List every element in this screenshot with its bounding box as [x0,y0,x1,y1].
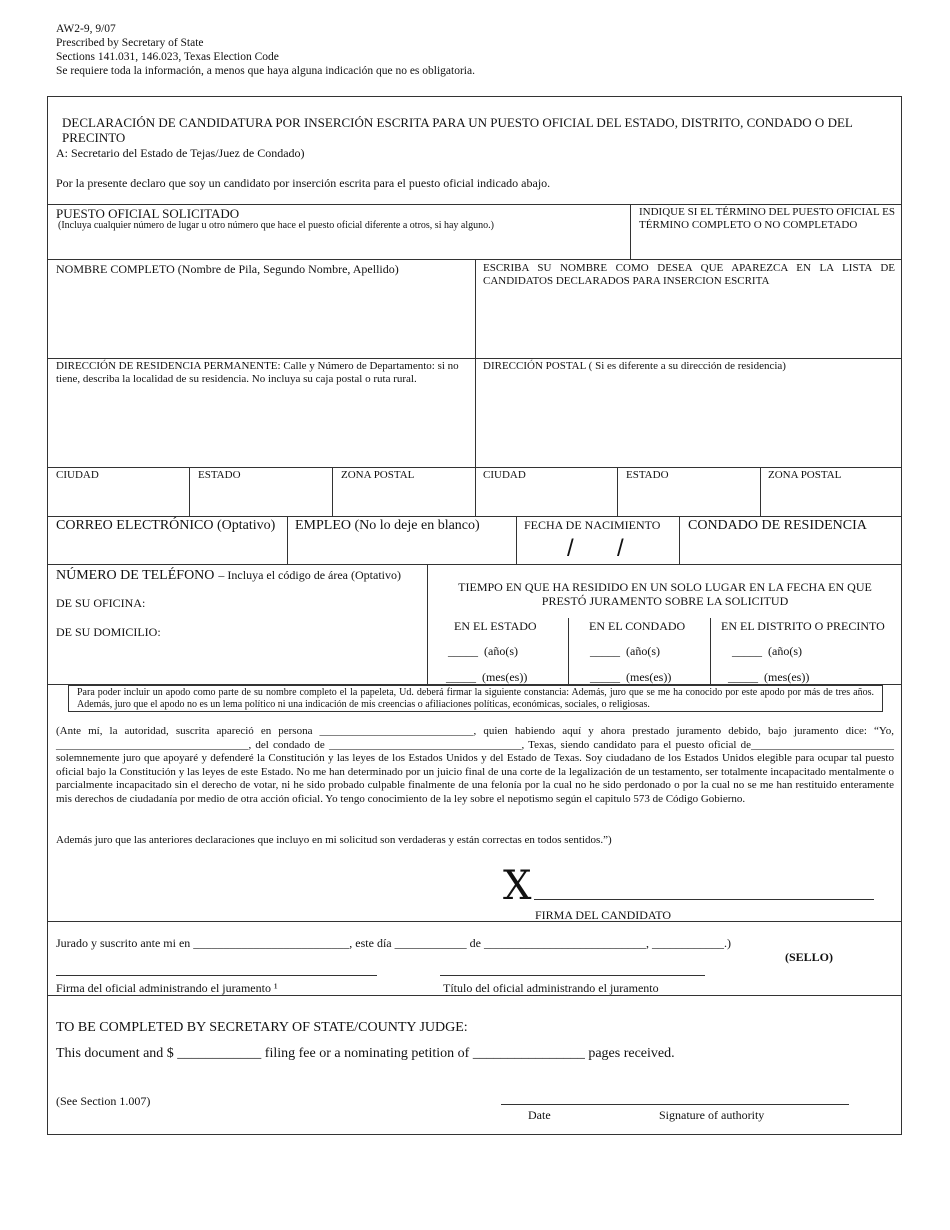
county-months-row[interactable] [590,670,671,684]
full-name-label: NOMBRE COMPLETO (Nombre de Pila, Segundo Nombre, Apellido) [56,262,399,276]
in-state-label: EN EL ESTADO [454,619,537,633]
phone-heading [56,566,401,584]
office-requested-note: (Incluya cualquier número de lugar u otro número que hace el puesto oficial diferente a otros, si hay alguno.) [58,220,494,231]
officer-title-line[interactable] [440,975,705,976]
residence-city-label: CIUDAD [56,469,99,481]
residence-state-field[interactable] [191,484,331,514]
county-years-blank[interactable]: _____ [590,644,620,658]
district-years-blank[interactable]: _____ [732,644,762,658]
officer-signature-line[interactable] [56,975,377,976]
state-months-label: (mes(es)) [482,670,528,684]
residence-zip-field[interactable] [334,484,474,514]
mailing-zip-field[interactable] [762,484,900,514]
mailing-state-label: ESTADO [626,469,669,481]
home-phone-label: DE SU DOMICILIO: [56,625,161,639]
residence-address-label: DIRECCIÓN DE RESIDENCIA PERMANENTE: Calle y Número de Departamento: si no tiene, describa la localidad de su residencia. No incluya su caja postal o ruta rural. [56,360,459,385]
oath-text-closing: Además juro que las anteriores declaraciones que incluyo en mi solicitud son verdaderas y están correctas en todos sentidos.”) [56,834,612,846]
authority-signature-label: Signature of authority [659,1108,765,1122]
county-months-blank[interactable]: _____ [590,670,620,684]
state-months-row[interactable] [446,670,527,684]
term-type-label: INDIQUE SI EL TÉRMINO DEL PUESTO OFICIAL ES TÉRMINO COMPLETO O NO COMPLETADO [639,206,895,231]
election-code-sections: Sections 141.031, 146.023, Texas Election Code [56,51,279,63]
birth-date-label: FECHA DE NACIMIENTO [524,518,661,532]
office-phone-field[interactable] [160,592,420,612]
form-header [56,22,475,78]
district-months-blank[interactable]: _____ [728,670,758,684]
email-field[interactable] [48,536,286,562]
office-use-title: TO BE COMPLETED BY SECRETARY OF STATE/COUNTY JUDGE: [56,1020,468,1035]
in-county-label: EN EL CONDADO [589,619,686,633]
mailing-city-label: CIUDAD [483,469,526,481]
office-phone-label: DE SU OFICINA: [56,596,146,610]
form-id: AW2-9, 9/07 [56,23,116,35]
occupation-field[interactable] [289,536,515,562]
seal-label: (SELLO) [785,950,834,964]
officer-title-label: Título del oficial administrando el juramento [443,981,659,995]
nickname-statement: Para poder incluir un apodo como parte de su nombre completo el la papeleta, Ud. deberá firmar la siguiente constancia: Además, juro que se me ha conocido por este apodo por más de tres años. Además, juro que el apodo no es un lema político ni una indicación de mis creencias o afiliaciones políticas, económicas, sociales, o religiosas. [68,685,883,712]
district-years-row[interactable] [732,644,802,658]
phone-note: – Incluya el código de área (Optativo) [218,568,401,582]
candidate-signature-label: FIRMA DEL CANDIDATO [535,908,672,922]
residence-address-field[interactable] [48,388,473,465]
ballot-name-label: ESCRIBA SU NOMBRE COMO DESEA QUE APAREZCA EN LA LISTA DE CANDIDATOS DECLARADOS PARA INSERCION ESCRITA [483,262,895,287]
see-section-note: (See Section 1.007) [56,1094,151,1108]
candidate-signature-line[interactable] [534,899,874,900]
birth-date-field[interactable] [518,536,678,562]
residence-zip-label: ZONA POSTAL [341,469,415,481]
declaration-line: Por la presente declaro que soy un candidato por inserción escrita para el puesto oficial indicado abajo. [56,176,551,190]
signature-x-mark: X [503,863,532,909]
birth-date-separator-1: / [567,535,574,562]
district-years-label: (año(s) [768,644,802,658]
mailing-city-field[interactable] [477,484,616,514]
county-years-row[interactable] [590,644,660,658]
county-residence-field[interactable] [681,536,900,562]
home-phone-field[interactable] [170,621,420,641]
office-requested-label: PUESTO OFICIAL SOLICITADO [56,206,240,221]
county-months-label: (mes(es)) [626,670,672,684]
date-label: Date [528,1108,551,1122]
form-title: DECLARACIÓN DE CANDIDATURA POR INSERCIÓN ESCRITA PARA UN PUESTO OFICIAL DEL ESTADO, DISTRITO, CONDADO O DEL PRECINTO [62,115,853,145]
occupation-label: EMPLEO (No lo deje en blanco) [295,518,480,533]
county-years-label: (año(s) [626,644,660,658]
officer-signature-label: Firma del oficial administrando el juramento ¹ [56,981,278,995]
required-info-note: Se requiere toda la información, a menos que haya alguna indicación que no es obligatoria. [56,65,475,77]
mailing-state-field[interactable] [619,484,759,514]
state-years-row[interactable] [448,644,518,658]
mailing-address-field[interactable] [477,378,900,465]
mailing-address-label: DIRECCIÓN POSTAL ( Si es diferente a su dirección de residencia) [483,360,786,372]
phone-label: NÚMERO DE TELÉFONO [56,568,215,583]
ballot-name-field[interactable] [477,290,900,356]
addressee-line: A: Secretario del Estado de Tejas/Juez de Condado) [56,146,305,160]
prescribed-by: Prescribed by Secretary of State [56,37,204,49]
county-residence-label: CONDADO DE RESIDENCIA [688,518,867,533]
filing-fee-line[interactable]: This document and $ ____________ filing fee or a nominating petition of ________________ pages received. [56,1046,675,1061]
term-type-field[interactable] [632,232,900,257]
authority-signature-line[interactable] [501,1104,849,1105]
birth-date-separator-2: / [617,535,624,562]
mailing-zip-label: ZONA POSTAL [768,469,842,481]
residence-time-title: TIEMPO EN QUE HA RESIDIDO EN UN SOLO LUGAR EN LA FECHA EN QUE PRESTÓ JURAMENTO SOBRE LA SOLICITUD [458,580,872,608]
email-label: CORREO ELECTRÓNICO (Optativo) [56,518,276,533]
residence-state-label: ESTADO [198,469,241,481]
state-years-blank[interactable]: _____ [448,644,478,658]
district-months-row[interactable] [728,670,809,684]
in-district-label: EN EL DISTRITO O PRECINTO [721,619,885,633]
state-months-blank[interactable]: _____ [446,670,476,684]
district-months-label: (mes(es)) [764,670,810,684]
sworn-statement[interactable]: Jurado y suscrito ante mi en __________________________, este día ____________ de ___________________________, ____________.) [56,936,731,950]
oath-text: (Ante mí, la autoridad, suscrita apareció en persona ____________________________, quien habiendo aquí y ahora prestado juramento debido, bajo juramento dice: “Yo, ___________________________________, del condado de ___________________________________, Texas, siendo candidato para el puesto oficial de__________________________ solemnemente juro que apoyaré y defenderé la Constitución y las leyes de los Estados Unidos y del Estado de Texas. Soy ciudadano de los Estados Unidos elegible para ocupar tal puesto oficial bajo la Constitución y las leyes de este Estado. No me han determinado por un juicio final de una corte de la legalización de un testamento, ser totalmente incapacitado mentalmente o parcialmente incapacitado sin el derecho de votar, ni he sido probado culpable finalmente de una felonía por la cual no he sido perdonado o por la cual no se me han restituido enteramente mis derechos de ciudadanía por medio de otra acción oficial. Yo tengo conocimiento de la ley sobre el nepotismo según el capitulo 573 de Código Gobierno. [56,725,894,805]
state-years-label: (año(s) [484,644,518,658]
office-requested-field[interactable] [48,235,628,257]
residence-city-field[interactable] [48,484,188,514]
full-name-field[interactable] [48,280,473,356]
